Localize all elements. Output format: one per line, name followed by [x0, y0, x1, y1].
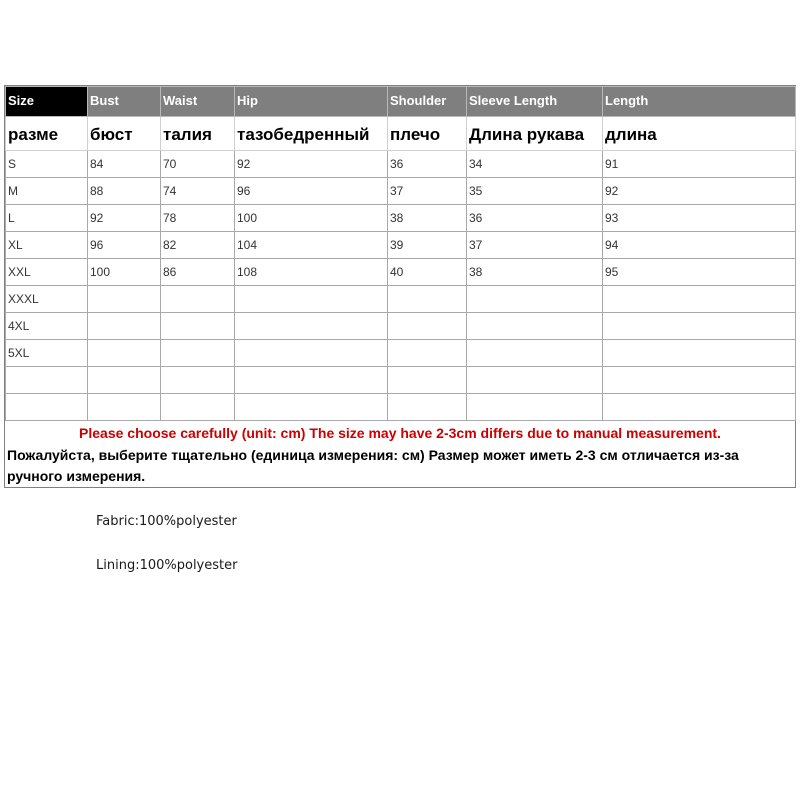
header-row-english-cell: Bust	[88, 87, 161, 117]
table-row-cell	[161, 286, 235, 313]
table-row-cell	[388, 394, 467, 421]
table-row-cell	[388, 340, 467, 367]
measurement-notice	[5, 421, 795, 487]
table-row-cell: S	[6, 151, 88, 178]
table-row-cell	[467, 367, 603, 394]
header-row-russian-cell: длина	[603, 117, 796, 151]
table-row-cell: 92	[235, 151, 388, 178]
header-row-english-cell: Waist	[161, 87, 235, 117]
table-row-cell	[235, 286, 388, 313]
table-row-cell	[235, 367, 388, 394]
table-row-cell: 39	[388, 232, 467, 259]
table-row	[6, 232, 796, 259]
header-row-russian-cell: Длина рукава	[467, 117, 603, 151]
table-row-cell: 92	[88, 205, 161, 232]
header-row-russian-cell: бюст	[88, 117, 161, 151]
header-row-english-cell: Length	[603, 87, 796, 117]
table-row-cell: 94	[603, 232, 796, 259]
table-row	[6, 151, 796, 178]
table-row-cell: 70	[161, 151, 235, 178]
table-row-cell	[603, 313, 796, 340]
table-row-cell: 104	[235, 232, 388, 259]
table-row-cell	[467, 313, 603, 340]
table-row-cell	[161, 340, 235, 367]
table-row-cell	[88, 367, 161, 394]
header-row-russian-cell: тазобедренный	[235, 117, 388, 151]
size-chart-sheet	[4, 85, 796, 488]
header-row-english-cell: Shoulder	[388, 87, 467, 117]
table-row-cell: L	[6, 205, 88, 232]
table-row-cell: 100	[88, 259, 161, 286]
header-row-russian-cell: плечо	[388, 117, 467, 151]
table-row-cell	[467, 340, 603, 367]
header-row-english	[6, 87, 796, 117]
table-row-cell: 95	[603, 259, 796, 286]
table-row-cell	[603, 394, 796, 421]
table-row-cell	[235, 340, 388, 367]
table-row	[6, 178, 796, 205]
table-row-cell: XXL	[6, 259, 88, 286]
table-row-cell: 38	[388, 205, 467, 232]
table-row-cell	[603, 286, 796, 313]
table-row-cell	[6, 394, 88, 421]
table-row-cell: 84	[88, 151, 161, 178]
header-row-russian-cell: разме	[6, 117, 88, 151]
table-row-cell: 108	[235, 259, 388, 286]
table-row-cell	[161, 367, 235, 394]
header-row-russian-cell: талия	[161, 117, 235, 151]
table-row	[6, 340, 796, 367]
table-row	[6, 286, 796, 313]
table-row-cell: 37	[388, 178, 467, 205]
table-row-cell: M	[6, 178, 88, 205]
table-row-cell: 40	[388, 259, 467, 286]
table-row-cell: 36	[388, 151, 467, 178]
table-row-cell	[161, 313, 235, 340]
table-row	[6, 205, 796, 232]
table-row-cell: 37	[467, 232, 603, 259]
table-row-cell: 88	[88, 178, 161, 205]
table-row-cell: 78	[161, 205, 235, 232]
table-row-cell: 74	[161, 178, 235, 205]
table-row-cell: 92	[603, 178, 796, 205]
table-row-cell	[603, 367, 796, 394]
table-row-cell	[388, 286, 467, 313]
table-row-cell: 35	[467, 178, 603, 205]
header-row-english-cell: Hip	[235, 87, 388, 117]
table-row-cell: XXXL	[6, 286, 88, 313]
lining-composition: Lining:100%polyester	[96, 558, 238, 573]
notice-russian: Пожалуйста, выберите тщательно (единица измерения: см) Размер может иметь 2-3 см отличается из-за ручного измерения.	[7, 447, 739, 484]
size-chart-table	[5, 86, 796, 421]
table-row-cell: 86	[161, 259, 235, 286]
table-row-cell	[88, 286, 161, 313]
table-row-cell: 82	[161, 232, 235, 259]
table-row	[6, 313, 796, 340]
table-row-cell	[88, 340, 161, 367]
table-row-cell	[235, 313, 388, 340]
header-row-russian	[6, 117, 796, 151]
table-row-cell	[388, 367, 467, 394]
table-row-cell	[467, 394, 603, 421]
table-row-cell: 91	[603, 151, 796, 178]
table-row-cell: 4XL	[6, 313, 88, 340]
table-row	[6, 259, 796, 286]
table-row-cell	[603, 340, 796, 367]
table-row-cell	[467, 286, 603, 313]
header-row-english-cell: Size	[6, 87, 88, 117]
table-row-cell	[6, 367, 88, 394]
table-row-cell	[88, 313, 161, 340]
fabric-composition: Fabric:100%polyester	[96, 514, 237, 529]
table-row-cell: XL	[6, 232, 88, 259]
table-row-cell	[161, 394, 235, 421]
notice-english: Please choose carefully (unit: cm) The size may have 2-3cm differs due to manual measurement.	[79, 425, 721, 441]
table-row	[6, 367, 796, 394]
table-row-cell: 93	[603, 205, 796, 232]
table-row-cell	[388, 313, 467, 340]
table-row-cell: 38	[467, 259, 603, 286]
table-row-cell: 96	[88, 232, 161, 259]
table-row-cell: 34	[467, 151, 603, 178]
table-row-cell: 96	[235, 178, 388, 205]
table-row-cell: 36	[467, 205, 603, 232]
table-row-cell: 5XL	[6, 340, 88, 367]
table-row	[6, 394, 796, 421]
table-row-cell	[235, 394, 388, 421]
table-row-cell	[88, 394, 161, 421]
table-row-cell: 100	[235, 205, 388, 232]
header-row-english-cell: Sleeve Length	[467, 87, 603, 117]
